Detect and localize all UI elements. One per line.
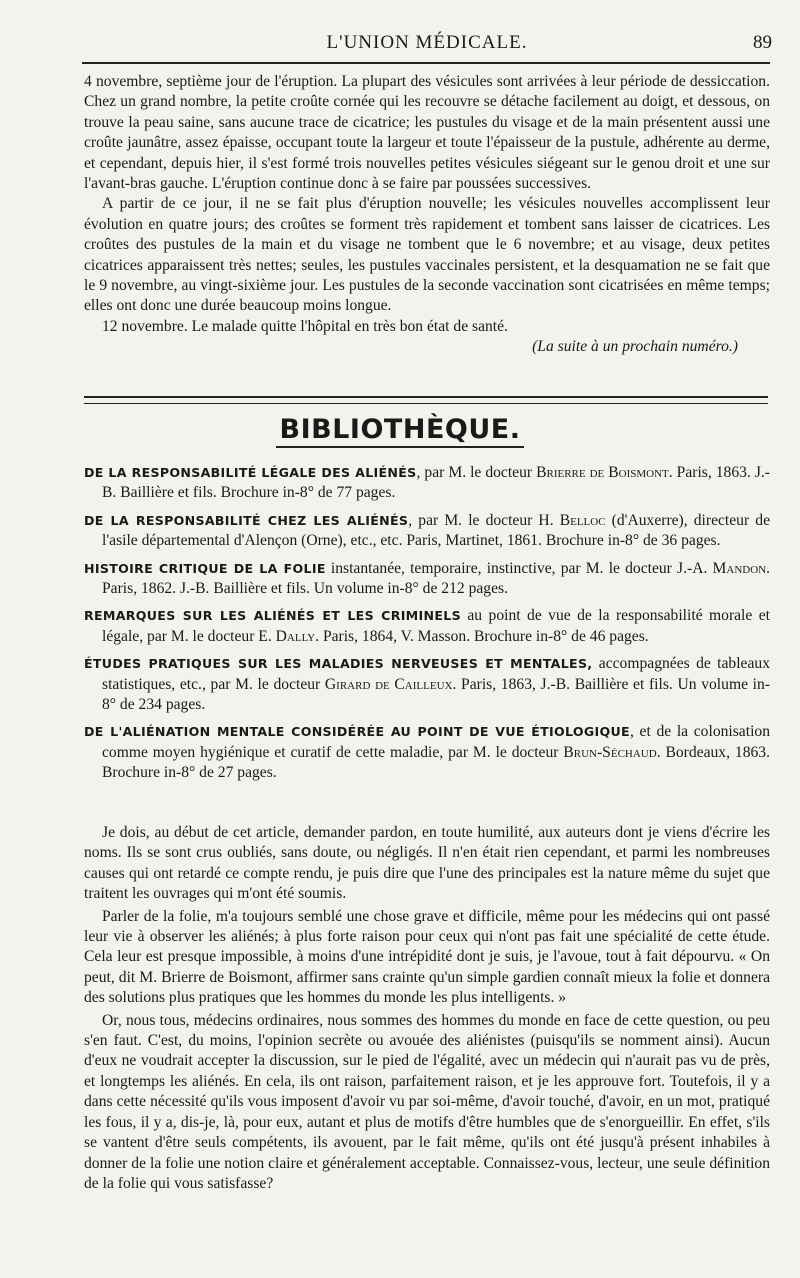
bibliography-entry	[84, 559, 770, 600]
continuation-note: (La suite à un prochain numéro.)	[532, 338, 738, 356]
entry-details: instantanée, temporaire, instinctive, par M. le docteur J.-A.	[325, 559, 713, 577]
bibliography-list	[84, 463, 770, 791]
entry-publication: (d'Auxerre), directeur de l'asile départemental d'Alençon (Orne), etc., etc. Paris, Martinet, 1861. Brochure in-8° de 36 pages.	[102, 511, 771, 550]
entry-details: accompagnées de tableaux statistiques, etc., par M. le docteur	[102, 655, 770, 693]
entry-publication: . Paris, 1862. J.-B. Baillière et fils. Un volume in-8° de 212 pages.	[102, 559, 771, 598]
bibliography-entry	[84, 463, 770, 504]
bibliography-entry	[84, 511, 770, 552]
entry-details: au point de vue de la responsabilité morale et légale, par M. le docteur E.	[102, 607, 770, 645]
section-title-text: BIBLIOTHÈQUE.	[276, 414, 525, 448]
header-rule	[82, 62, 770, 64]
entry-title: DE LA RESPONSABILITÉ CHEZ LES ALIÉNÉS	[84, 512, 409, 528]
essay-paragraph: Je dois, au début de cet article, demander pardon, en toute humilité, aux auteurs dont je viens d'écrire les noms. Ils se sont crus oubliés, sans doute, ou négligés. Il n'en était rien cependant, et parmi les nombreuses causes qui ont retardé ce compte rendu, je puis dire que l'une des principales est la nature même du sujet que traitent les ouvrages qui m'ont été soumis.	[84, 824, 770, 903]
entry-author: Belloc	[559, 511, 606, 529]
entry-details: , par M. le docteur H.	[408, 511, 560, 529]
running-title: L'UNION MÉDICALE.	[326, 32, 528, 53]
paragraph-evolution: A partir de ce jour, il ne se fait plus d'éruption nouvelle; les vésicules nouvelles accomplissent leur évolution en quatre jours; des croûtes se forment très rapidement et tombent sans laisser de cicatrices. Les croûtes des pustules de la main et du visage ne tombent que le 6 novembre; et au visage, deux petites cicatrices apparaissent très nettes; seules, les pustules vaccinales persistent, et la desquamation ne se fait que le 9 novembre, au vingt-sixième jour. Les pustules de la seconde vaccination sont cicatrisées en même temps; elles ont donc une durée beaucoup moins longue.	[84, 195, 770, 315]
entry-title: HISTOIRE CRITIQUE DE LA FOLIE	[84, 560, 326, 576]
entry-details: , et de la colonisation comme moyen hygiénique et curatif de cette maladie, par M. le docteur	[102, 723, 770, 761]
entry-author: Mandon	[712, 559, 767, 577]
paragraph-discharge: 12 novembre. Le malade quitte l'hôpital en très bon état de santé.	[102, 317, 508, 335]
essay-paragraph: Parler de la folie, m'a toujours semblé une chose grave et difficile, même pour les médecins qui ont passé leur vie à observer les aliénés; à plus forte raison pour ceux qui n'ont pas fait une spécialité de cette étude. Cela leur est presque impossible, à moins d'une intrépidité dont je suis, je l'avoue, tout à fait dépourvu. « On peut, dit M. Brierre de Boismont, affirmer sans crainte qu'un simple gardien connaît mieux la folie et donnera des solutions plus pratiques que les hommes du monde les plus intelligents. »	[84, 907, 770, 1007]
essay-paragraph: Or, nous tous, médecins ordinaires, nous sommes des hommes du monde en face de cette question, ou peu s'en faut. C'est, du moins, l'opinion secrète ou avouée des aliénistes (puisqu'ils se nomment ainsi). Aucun d'eux ne voudrait accepter la discussion, sur le pied de l'égalité, avec un médecin qui n'aurait pas vu de près, et longtemps les aliénés. En cela, ils ont raison, parfaitement raison, et je les approuve fort. Toutefois, il y a dans cette nécessité qu'ils vous imposent d'avoir vu par soi-même, d'avoir touché, d'avoir, en un mot, pratiqué les fous, il y a, dis-je, là, pour eux, autant et plus de motifs d'être humbles que de s'enorgueillir. En effet, s'ils se vantent d'être seuls compétents, ils avouent, par le fait même, qu'ils ont été jusqu'à présent inhabiles à donner de la folie une notion claire et généralement acceptable. Connaissez-vous, lecteur, une seule définition de la folie qui vous satisfasse?	[84, 1011, 770, 1192]
entry-publication: . Paris, 1863. J.-B. Baillière et fils. Brochure in-8° de 77 pages.	[102, 464, 770, 502]
entry-author: Girard de Cailleux	[324, 675, 453, 693]
bibliography-entry	[84, 722, 770, 783]
entry-title: REMARQUES SUR LES ALIÉNÉS ET LES CRIMINELS	[84, 608, 461, 624]
paragraph-nov-4: 4 novembre, septième jour de l'éruption. La plupart des vésicules sont arrivées à leur période de dessiccation. Chez un grand nombre, la petite croûte cornée qui les recouvre se détache facilement au doigt, et dessous, on trouve la peau saine, sans aucune trace de cicatrice; les pustules du visage et de la main présentent aussi une croûte jaunâtre, assez épaisse, occupant toute la largeur et toute l'épaisseur de la pustule, adhérente au derme, et cependant, depuis hier, il s'est formé trois nouvelles petites vésicules siégeant sur le genou droit et une sur l'avant-bras gauche. L'éruption continue donc à se faire par poussées successives.	[84, 73, 770, 193]
entry-title: ÉTUDES PRATIQUES SUR LES MALADIES NERVEUSES ET MENTALES,	[84, 656, 593, 672]
entry-publication: . Paris, 1864, V. Masson. Brochure in-8° de 46 pages.	[315, 627, 649, 645]
entry-author: Dally	[275, 627, 316, 645]
entry-author: Brierre de Boismont	[536, 464, 669, 481]
review-essay	[84, 823, 770, 1196]
entry-publication: . Bordeaux, 1863. Brochure in-8° de 27 pages.	[102, 743, 770, 782]
page-header	[82, 30, 772, 60]
entry-title: DE LA RESPONSABILITÉ LÉGALE DES ALIÉNÉS	[84, 465, 417, 480]
entry-publication: . Paris, 1863, J.-B. Baillière et fils. Un volume in-8° de 234 pages.	[102, 675, 770, 714]
section-title	[0, 414, 800, 445]
bibliography-entry	[84, 654, 770, 715]
entry-title: DE L'ALIÉNATION MENTALE CONSIDÉRÉE AU POINT DE VUE ÉTIOLOGIQUE	[84, 724, 630, 740]
entry-details: , par M. le docteur	[416, 464, 537, 481]
page-number: 89	[753, 32, 772, 53]
bibliography-entry	[84, 606, 770, 647]
section-divider	[84, 396, 768, 404]
case-report-continuation	[84, 72, 770, 358]
entry-author: Brun-Séchaud	[563, 743, 657, 761]
